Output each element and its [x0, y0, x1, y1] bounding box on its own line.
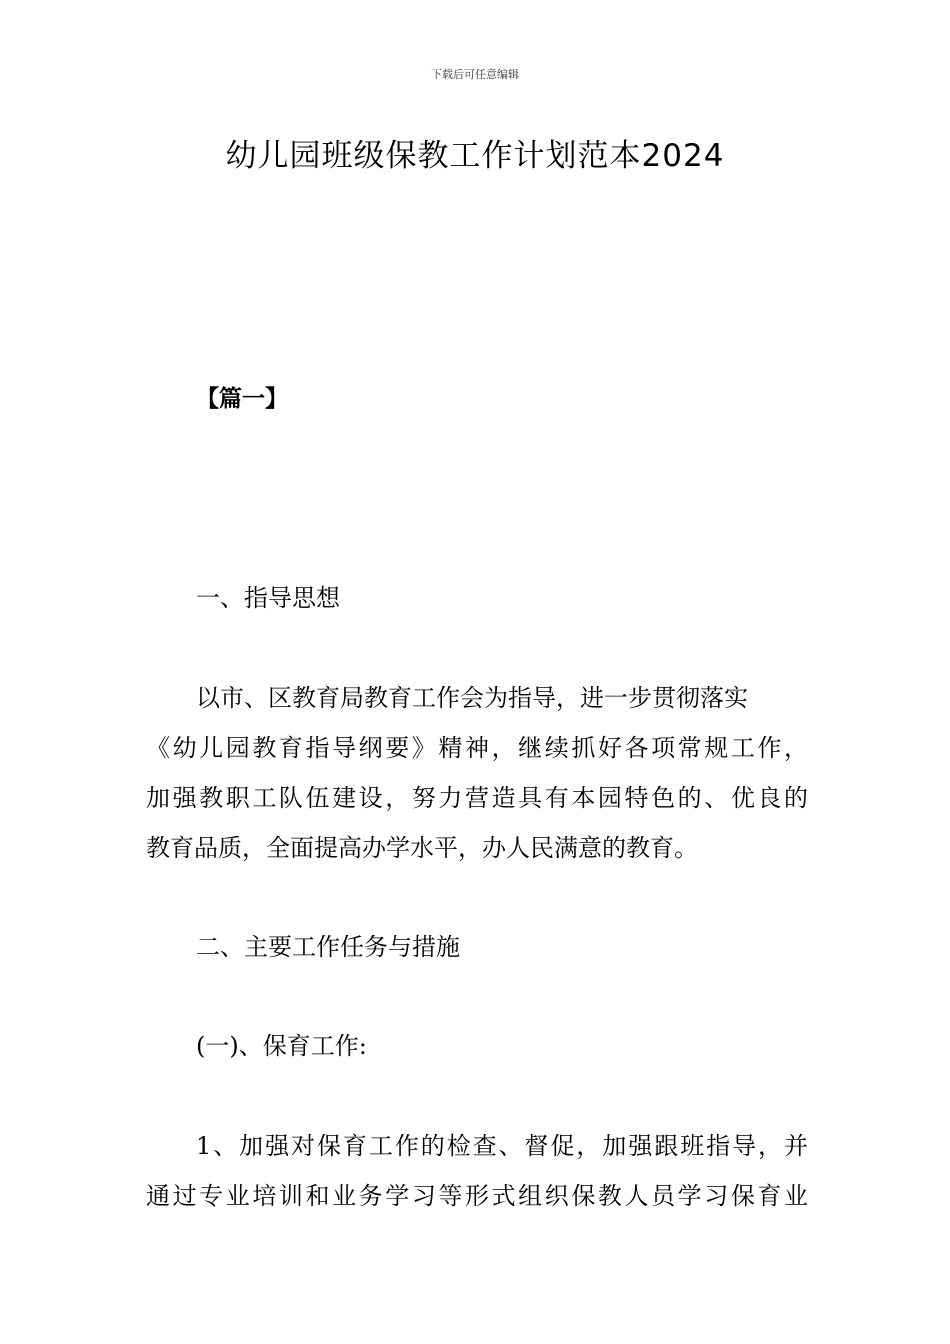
- section-marker: 【篇一】: [196, 385, 288, 412]
- header-note: 下载后可任意编辑: [431, 68, 519, 81]
- paragraph-1-line-1: 以市、区教育局教育工作会为指导，进一步贯彻落实: [196, 684, 748, 712]
- paragraph-1-line-4: 教育品质，全面提高办学水平，办人民满意的教育。: [146, 834, 698, 862]
- paragraph-2-line-1: 1、加强对保育工作的检查、督促，加强跟班指导，并: [196, 1132, 808, 1160]
- paragraph-1-line-3: 加强教职工队伍建设，努力营造具有本园特色的、优良的: [146, 784, 808, 812]
- paragraph-1-line-2: 《幼儿园教育指导纲要》精神，继续抓好各项常规工作，: [146, 734, 808, 762]
- subheading-care-work: (一)、保育工作:: [196, 1032, 367, 1060]
- heading-guiding-ideology: 一、指导思想: [196, 584, 340, 612]
- heading-main-tasks: 二、主要工作任务与措施: [196, 933, 460, 961]
- paragraph-2-line-2: 通过专业培训和业务学习等形式组织保教人员学习保育业: [146, 1182, 808, 1210]
- document-title: 幼儿园班级保教工作计划范本2024: [225, 138, 725, 174]
